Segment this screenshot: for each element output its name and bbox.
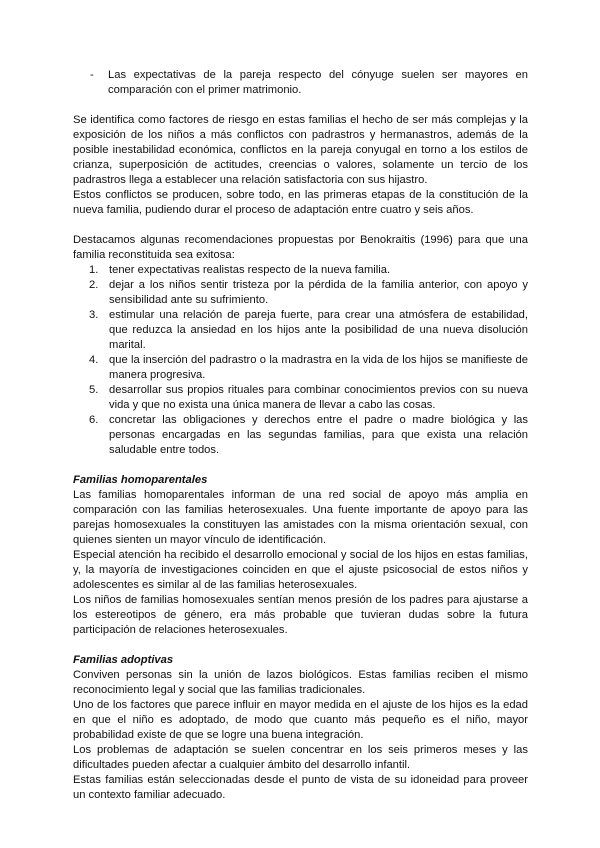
risk-paragraph-1: Se identifica como factores de riesgo en estas familias el hecho de ser más complejas y la exposición de los niños a más conflictos con padrastros y hermanastros, además de la posible inestabilidad económica, conflictos en la pareja conyugal en torno a los estilos de crianza, superposición de actitudes, creencias o valores, solamente un tercio de los padrastros llega a establecer una relación satisfactoria con sus hijastro. [73,114,528,186]
list-item-text: desarrollar sus propios rituales para combinar conocimientos previos con su nueva vida y que no exista una única manera de llevar a cabo las cosas. [109,384,528,411]
list-item [73,383,528,413]
adoptive-paragraph-4: Estas familias están seleccionadas desde el punto de vista de su idoneidad para proveer un contexto familiar adecuado. [73,774,528,801]
list-item [73,308,528,353]
recommendations-intro: Destacamos algunas recomendaciones propuestas por Benokraitis (1996) para que una familia reconstituida sea exitosa: [73,234,528,261]
list-number: 1. [89,264,99,276]
homoparental-paragraph-3: Los niños de familias homosexuales sentían menos presión de los padres para ajustarse a los estereotipos de género, era más probable que tuvieran dudas sobre la futura participación de relaciones heterosexuales. [73,594,528,636]
list-item-text: que la inserción del padrastro o la madrastra en la vida de los hijos se manifieste de manera progresiva. [109,354,528,381]
list-number: 6. [89,414,99,426]
list-number: 2. [89,279,99,291]
list-item [73,353,528,383]
section-heading-adoptive: Familias adoptivas [73,654,174,666]
list-item-text: concretar las obligaciones y derechos entre el padre o madre biológica y las personas encargadas en las segundas familias, para que exista una relación saludable entre todos. [109,414,528,456]
list-item-text: estimular una relación de pareja fuerte, para crear una atmósfera de estabilidad, que reduzca la ansiedad en los hijos ante la posibilidad de una nueva disolución marital. [109,309,528,351]
list-item [73,278,528,308]
recommendations-list [73,263,528,458]
list-item-text: tener expectativas realistas respecto de la nueva familia. [109,264,391,276]
spacer [73,638,528,653]
list-number: 4. [89,354,99,366]
spacer [73,98,528,113]
section-heading-homoparental: Familias homoparentales [73,474,208,486]
adoptive-paragraph-2: Uno de los factores que parece influir en mayor medida en el ajuste de los hijos es la edad en que el niño es adoptado, de modo que cuanto más pequeño es el niño, mayor probabilidad existe de que se logre una buena integración. [73,699,528,741]
homoparental-paragraph-1: Las familias homoparentales informan de una red social de apoyo más amplia en comparación con las familias heterosexuales. Una fuente importante de apoyo para las parejas homosexuales la constituyen las amistades con la misma orientación sexual, con quienes sienten un mayor vínculo de identificación. [73,489,528,546]
risk-paragraph-2: Estos conflictos se producen, sobre todo, en las primeras etapas de la constitución de la nueva familia, pudiendo durar el proceso de adaptación entre cuatro y seis años. [73,189,528,216]
adoptive-paragraph-3: Los problemas de adaptación se suelen concentrar en los seis primeros meses y las dificultades pueden afectar a cualquier ámbito del desarrollo infantil. [73,744,528,771]
spacer [73,458,528,473]
list-number: 3. [89,309,99,321]
document-page [73,68,528,803]
spacer [73,218,528,233]
dash-list-item [73,68,528,98]
list-number: 5. [89,384,99,396]
list-item [73,263,528,278]
adoptive-paragraph-1: Conviven personas sin la unión de lazos biológicos. Estas familias reciben el mismo reconocimiento legal y social que las familias tradicionales. [73,669,528,696]
list-item-text: dejar a los niños sentir tristeza por la pérdida de la familia anterior, con apoyo y sensibilidad ante su sufrimiento. [109,279,528,306]
list-item [73,413,528,458]
dash-marker: - [90,69,94,81]
dash-item-text: Las expectativas de la pareja respecto del cónyuge suelen ser mayores en comparación con el primer matrimonio. [108,69,528,96]
homoparental-paragraph-2: Especial atención ha recibido el desarrollo emocional y social de los hijos en estas familias, y, la mayoría de investigaciones coinciden en que el ajuste psicosocial de estos niños y adolescentes es similar al de las familias heterosexuales. [73,549,528,591]
